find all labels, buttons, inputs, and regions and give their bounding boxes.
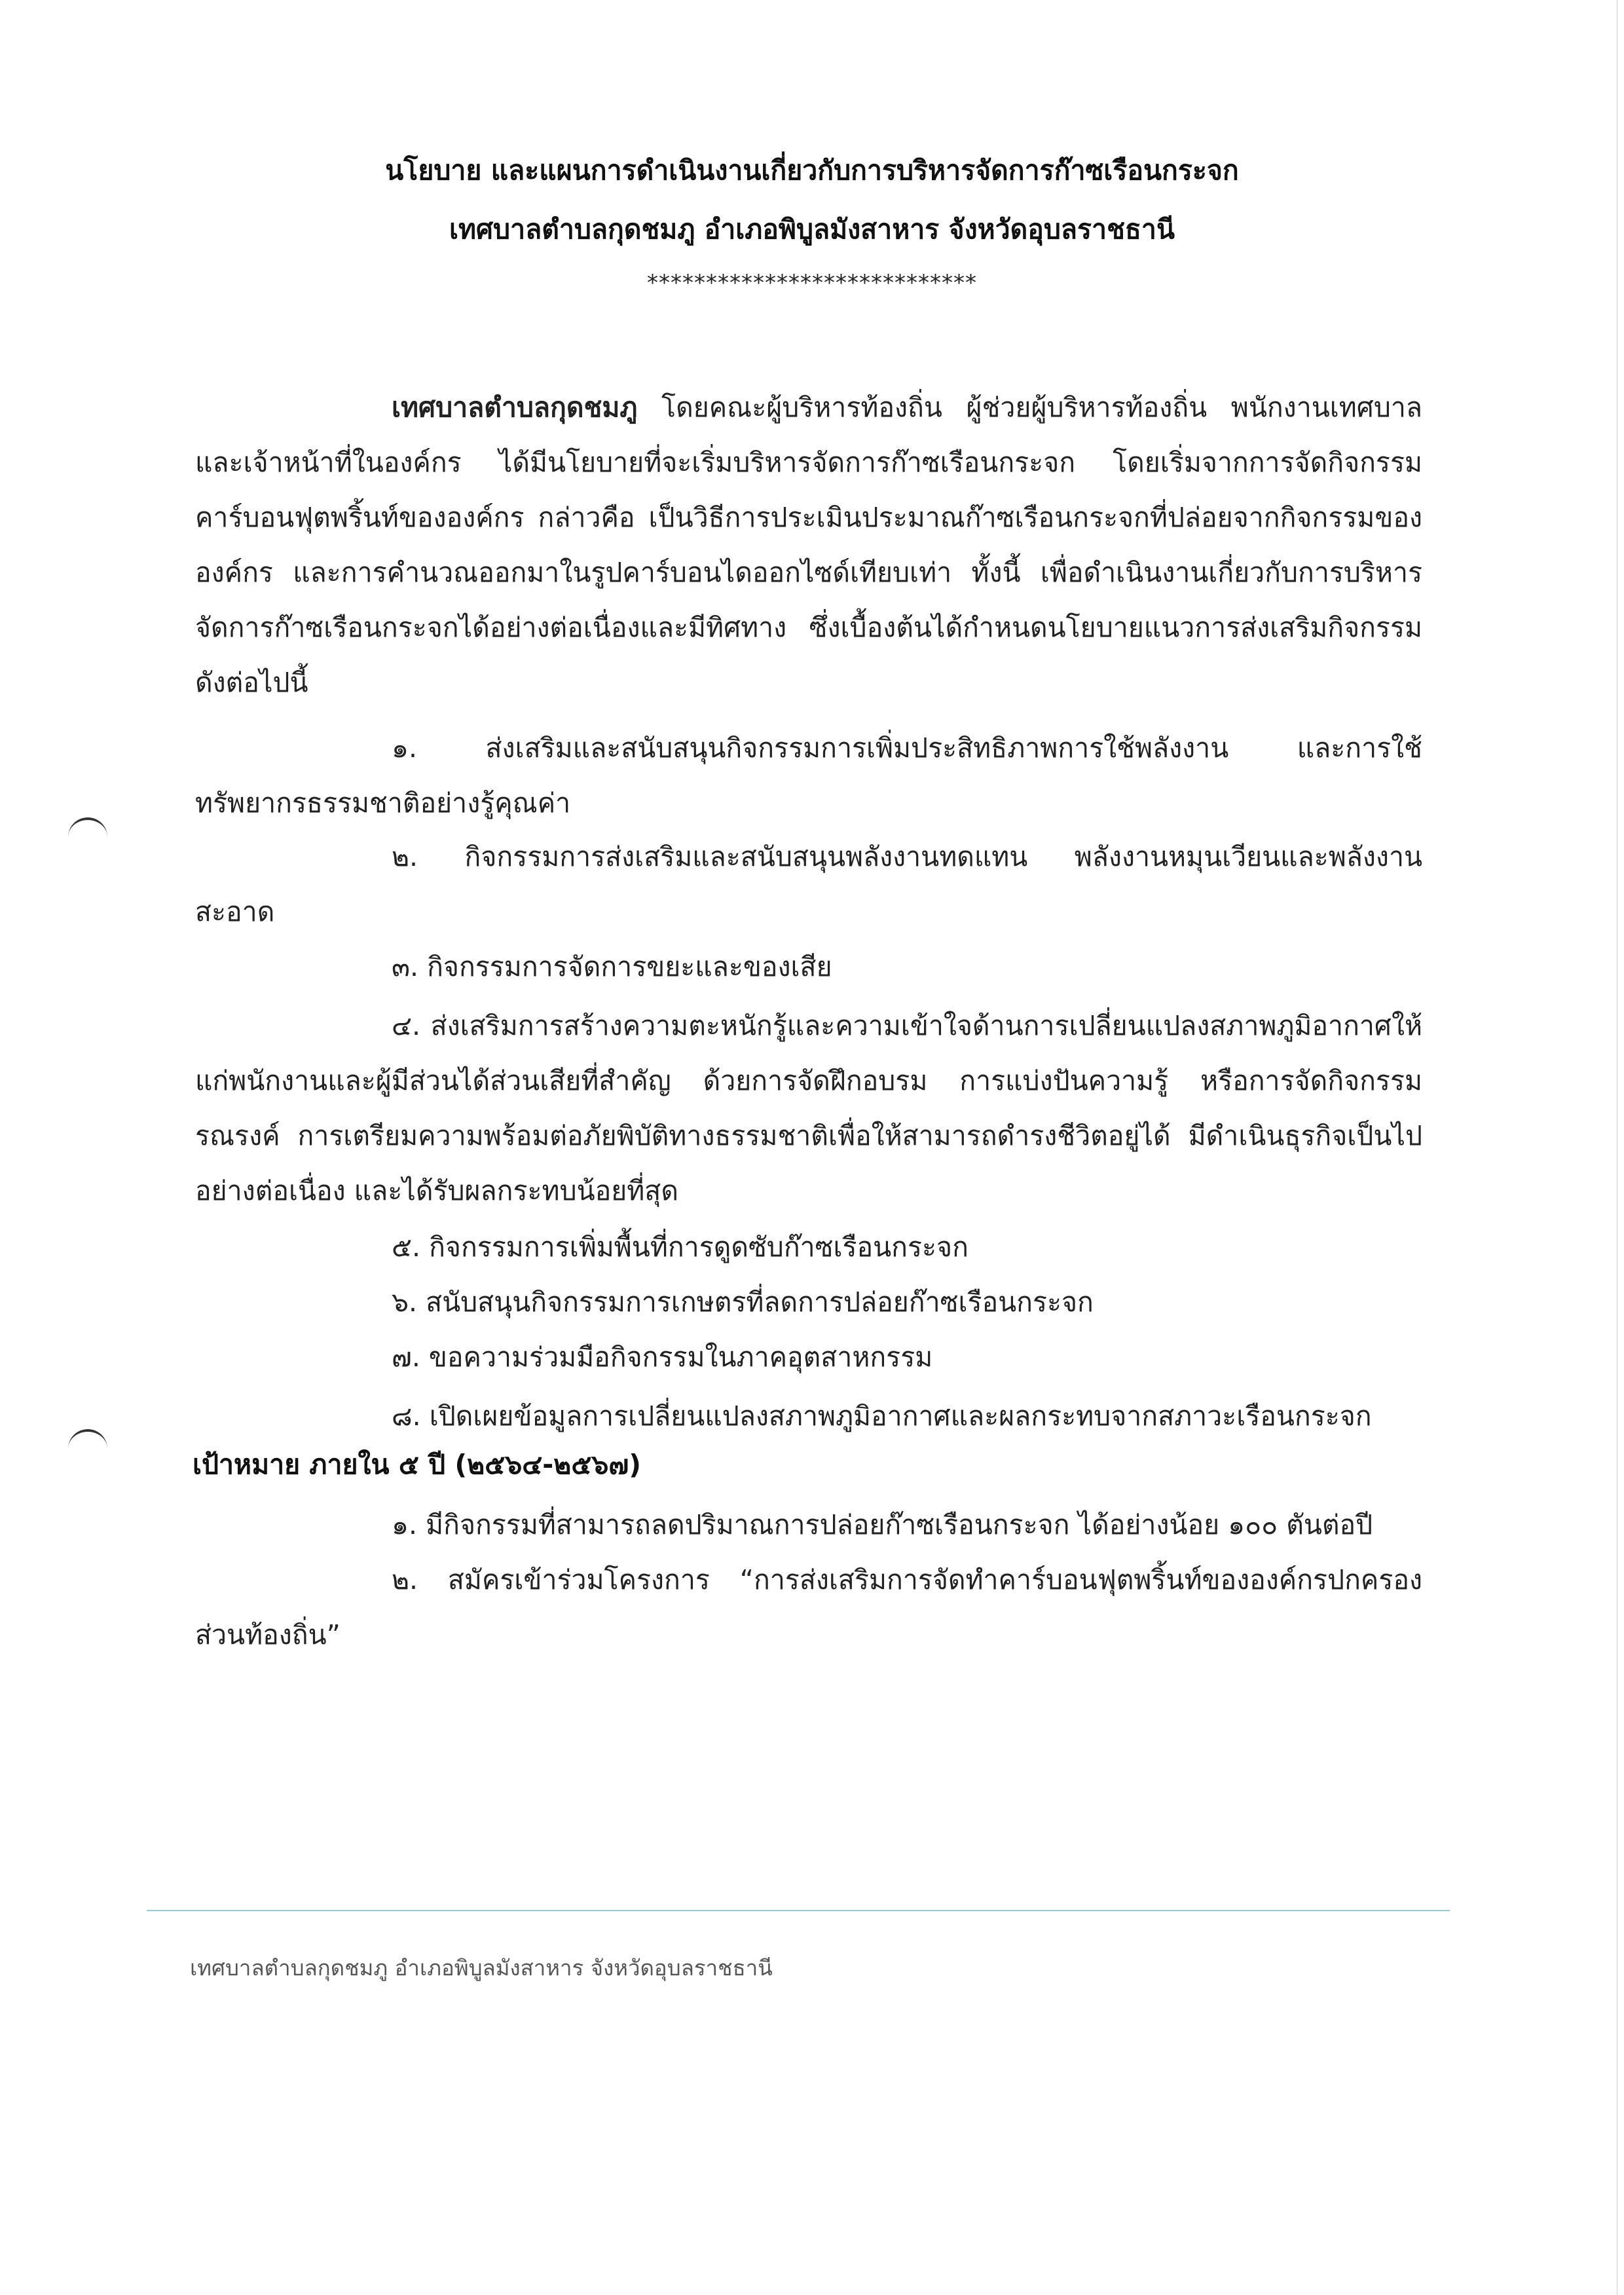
- title-line-2: เทศบาลตำบลกุดชมภู อำเภอพิบูลมังสาหาร จังหวัดอุบลราชธานี: [449, 214, 1175, 245]
- goal-item-1: ๑. มีกิจกรรมที่สามารถลดปริมาณการปล่อยก๊าซเรือนกระจก ได้อย่างน้อย ๑๐๐ ตันต่อปี: [392, 1509, 1373, 1540]
- title-separator: ****************************: [647, 270, 977, 296]
- punch-hole-mark: [68, 817, 107, 840]
- goal-item-2: ๒. สมัครเข้าร่วมโครงการ “การส่งเสริมการจัดทำคาร์บอนฟุตพริ้นท์ขององค์กรปกครองส่วนท้องถิ่น”: [195, 1564, 1422, 1651]
- footer-text: เทศบาลตำบลกุดชมภู อำเภอพิบูลมังสาหาร จังหวัดอุบลราชธานี: [190, 1955, 773, 1981]
- policy-item-6: ๖. สนับสนุนกิจกรรมการเกษตรที่ลดการปล่อยก๊าซเรือนกระจก: [392, 1286, 1094, 1318]
- policy-item-4: ๔. ส่งเสริมการสร้างความตะหนักรู้และความเข้าใจด้านการเปลี่ยนแปลงสภาพภูมิอากาศให้แก่พนักงานและผู้มีส่วนได้ส่วนเสียที่สำคัญ ด้วยการจัดฝึกอบรม การแบ่งปันความรู้ หรือการจัดกิจกรรมรณรงค์ การเตรียมความพร้อมต่อภัยพิบัติทางธรรมชาติเพื่อให้สามารถดำรงชีวิตอยู่ได้ มีดำเนินธุรกิจเป็นไปอย่างต่อเนื่อง และได้รับผลกระทบน้อยที่สุด: [195, 1010, 1422, 1206]
- policy-item-3: ๓. กิจกรรมการจัดการขยะและของเสีย: [392, 951, 832, 982]
- punch-hole-mark: [68, 1429, 107, 1451]
- footer-divider: [147, 1910, 1450, 1911]
- policy-item-7: ๗. ขอความร่วมมือกิจกรรมในภาคอุตสาหกรรม: [392, 1341, 933, 1373]
- intro-body: โดยคณะผู้บริหารท้องถิ่น ผู้ช่วยผู้บริหารท้องถิ่น พนักงานเทศบาล และเจ้าหน้าที่ในองค์กร ได้มีนโยบายที่จะเริ่มบริหารจัดการก๊าซเรือนกระจก โดยเริ่มจากการจัดกิจกรรมคาร์บอนฟุตพริ้นท์ขององค์กร กล่าวคือ เป็นวิธีการประเมินประมาณก๊าซเรือนกระจกที่ปล่อยจากกิจกรรมขององค์กร และการคำนวณออกมาในรูปคาร์บอนไดออกไซด์เทียบเท่า ทั้งนี้ เพื่อดำเนินงานเกี่ยวกับการบริหารจัดการก๊าซเรือนกระจกได้อย่างต่อเนื่องและมีทิศทาง ซึ่งเบื้องต้นได้กำหนดนโยบายแนวการส่งเสริมกิจกรรม ดังต่อไปนี้: [195, 392, 1422, 698]
- policy-item-1: ๑. ส่งเสริมและสนับสนุนกิจกรรมการเพิ่มประสิทธิภาพการใช้พลังงาน และการใช้ทรัพยากรธรรมชาติอย่างรู้คุณค่า: [195, 732, 1422, 819]
- intro-paragraph: [195, 380, 1422, 710]
- policy-item-8: ๘. เปิดเผยข้อมูลการเปลี่ยนแปลงสภาพภูมิอากาศและผลกระทบจากสภาวะเรือนกระจก: [392, 1400, 1372, 1432]
- policy-item-2: ๒. กิจกรรมการส่งเสริมและสนับสนุนพลังงานทดแทน พลังงานหมุนเวียนและพลังงานสะอาด: [195, 841, 1422, 927]
- policy-item-5: ๕. กิจกรรมการเพิ่มพื้นที่การดูดซับก๊าซเรือนกระจก: [392, 1231, 969, 1263]
- goal-heading: เป้าหมาย ภายใน ๕ ปี (๒๕๖๔-๒๕๖๗): [193, 1449, 641, 1480]
- intro-lead: เทศบาลตำบลกุดชมภู: [392, 392, 638, 423]
- title-line-1: นโยบาย และแผนการดำเนินงานเกี่ยวกับการบริหารจัดการก๊าซเรือนกระจก: [385, 155, 1239, 186]
